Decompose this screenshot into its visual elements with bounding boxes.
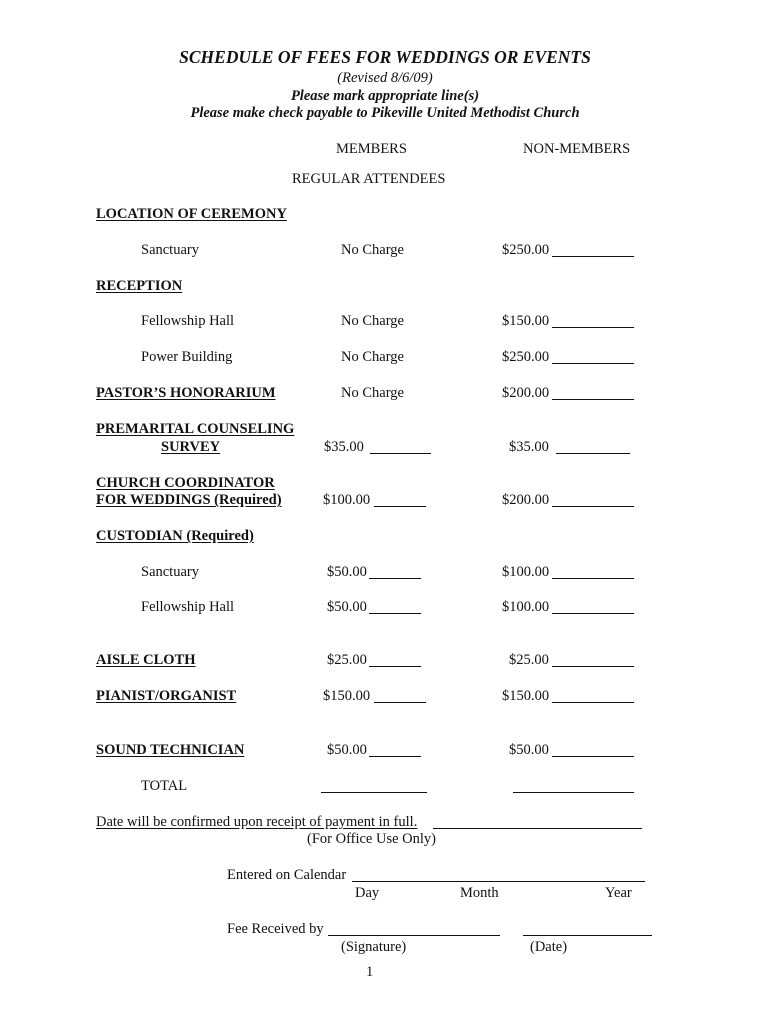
nonmember-fee-sanctuary: $250.00 [502, 242, 550, 258]
nonmember-blank-aisle-cloth[interactable] [552, 666, 634, 667]
nonmember-fee-premarital: $35.00 [509, 439, 549, 455]
nonmember-fee-custodian-sanctuary: $100.00 [502, 564, 550, 580]
instruction-text: Please mark appropriate line(s) [290, 88, 480, 104]
row-label-sanctuary: Sanctuary [141, 242, 199, 258]
signature-blank[interactable] [328, 935, 500, 936]
member-blank-sound[interactable] [369, 756, 421, 757]
section-pianist-organist: PIANIST/ORGANIST [96, 688, 237, 704]
regular-attendees-header: REGULAR ATTENDEES [292, 171, 446, 187]
member-blank-premarital[interactable] [370, 453, 431, 454]
member-fee-sound: $50.00 [327, 742, 367, 758]
row-label-custodian-fellowship: Fellowship Hall [141, 599, 235, 615]
section-premarital-survey: SURVEY [161, 439, 221, 455]
section-church-coordinator: CHURCH COORDINATOR [96, 475, 275, 491]
nonmember-blank-power-building[interactable] [552, 363, 634, 364]
nonmember-blank-sound[interactable] [552, 756, 634, 757]
nonmember-blank-fellowship-hall[interactable] [552, 327, 634, 328]
nonmember-blank-pianist[interactable] [552, 702, 634, 703]
nonmember-blank-custodian-fellowship[interactable] [552, 613, 634, 614]
fee-received-label: Fee Received by [227, 921, 324, 937]
nonmember-blank-premarital[interactable] [556, 453, 630, 454]
section-reception: RECEPTION [96, 278, 183, 294]
member-fee-pianist: $150.00 [323, 688, 371, 704]
nonmember-fee-fellowship-hall: $150.00 [502, 313, 550, 329]
member-fee-aisle-cloth: $25.00 [327, 652, 367, 668]
section-aisle-cloth: AISLE CLOTH [96, 652, 196, 668]
member-total-blank[interactable] [321, 792, 427, 793]
nonmember-fee-custodian-fellowship: $100.00 [502, 599, 550, 615]
year-label: Year [605, 885, 632, 901]
member-fee-premarital: $35.00 [324, 439, 364, 455]
member-fee-coordinator: $100.00 [323, 492, 371, 508]
row-label-custodian-sanctuary: Sanctuary [141, 564, 199, 580]
entered-on-calendar-blank[interactable] [352, 881, 645, 882]
confirmation-note: Date will be confirmed upon receipt of payment in full. [96, 814, 418, 830]
day-label: Day [355, 885, 380, 901]
payable-text: Please make check payable to Pikeville United Methodist Church [190, 105, 580, 121]
member-blank-custodian-sanctuary[interactable] [369, 578, 421, 579]
page-title: SCHEDULE OF FEES FOR WEDDINGS OR EVENTS [179, 47, 591, 67]
section-custodian: CUSTODIAN (Required) [96, 528, 254, 544]
member-fee-custodian-fellowship: $50.00 [327, 599, 367, 615]
row-label-power-building: Power Building [141, 349, 233, 365]
nonmember-blank-coordinator[interactable] [552, 506, 634, 507]
date-label: (Date) [530, 939, 568, 955]
confirmation-underline [433, 828, 642, 829]
nonmember-blank-pastor[interactable] [552, 399, 634, 400]
nonmember-blank-custodian-sanctuary[interactable] [552, 578, 634, 579]
member-blank-pianist[interactable] [374, 702, 426, 703]
nonmember-fee-pianist: $150.00 [502, 688, 550, 704]
month-label: Month [460, 885, 499, 901]
member-fee-power-building: No Charge [341, 349, 404, 365]
section-pastors-honorarium: PASTOR’S HONORARIUM [96, 385, 276, 401]
member-blank-custodian-fellowship[interactable] [369, 613, 421, 614]
member-fee-pastor: No Charge [341, 385, 404, 401]
signature-label: (Signature) [341, 939, 407, 955]
row-label-fellowship-hall: Fellowship Hall [141, 313, 235, 329]
nonmember-fee-power-building: $250.00 [502, 349, 550, 365]
member-fee-fellowship-hall: No Charge [341, 313, 404, 329]
member-fee-custodian-sanctuary: $50.00 [327, 564, 367, 580]
nonmember-total-blank[interactable] [513, 792, 634, 793]
non-members-column-header: NON-MEMBERS [523, 141, 631, 157]
section-location-of-ceremony: LOCATION OF CEREMONY [96, 206, 287, 222]
member-blank-aisle-cloth[interactable] [369, 666, 421, 667]
member-fee-sanctuary: No Charge [341, 242, 404, 258]
nonmember-fee-aisle-cloth: $25.00 [509, 652, 549, 668]
entered-on-calendar-label: Entered on Calendar [227, 867, 347, 883]
section-coordinator-required: FOR WEDDINGS (Required) [96, 492, 282, 508]
nonmember-fee-pastor: $200.00 [502, 385, 550, 401]
revised-date: (Revised 8/6/09) [337, 70, 433, 86]
member-blank-coordinator[interactable] [374, 506, 426, 507]
page-number: 1 [366, 964, 374, 980]
section-sound-technician: SOUND TECHNICIAN [96, 742, 245, 758]
date-blank[interactable] [523, 935, 652, 936]
nonmember-fee-sound: $50.00 [509, 742, 549, 758]
section-premarital-counseling: PREMARITAL COUNSELING [96, 421, 295, 437]
nonmember-fee-coordinator: $200.00 [502, 492, 550, 508]
row-label-total: TOTAL [141, 778, 188, 794]
office-use-note: (For Office Use Only) [307, 831, 436, 847]
nonmember-blank-sanctuary[interactable] [552, 256, 634, 257]
members-column-header: MEMBERS [336, 141, 407, 157]
